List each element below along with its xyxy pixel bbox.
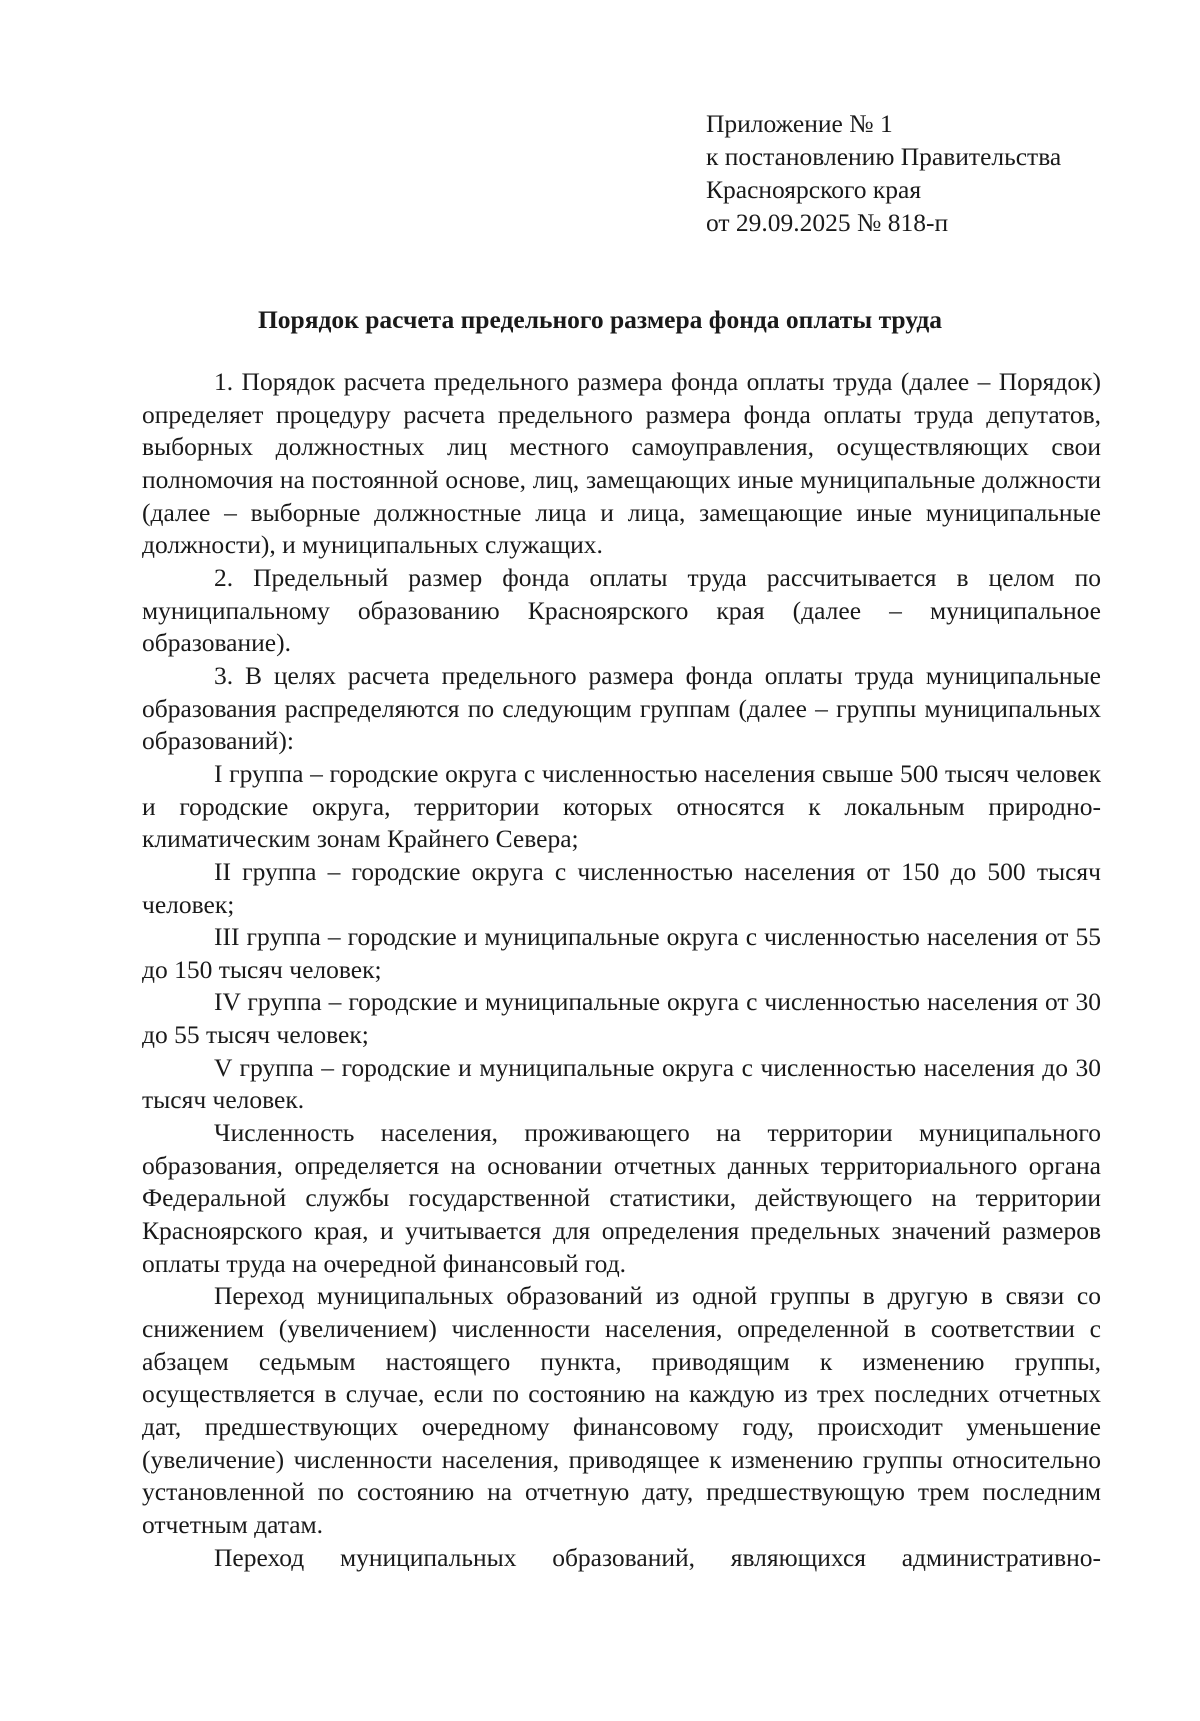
document-body	[142, 366, 1101, 1574]
paragraph: IV группа – городские и муниципальные округа с численностью населения от 30 до 55 тысяч человек;	[142, 987, 1101, 1050]
paragraph: Численность населения, проживающего на территории муниципального образования, определяется на основании отчетных данных территориального органа Федеральной службы государственной статистики, действующего на территории Красноярского края, и учитывается для определения предельных значений размеров оплаты труда на очередной финансовый год.	[142, 1118, 1101, 1278]
paragraph: 1. Порядок расчета предельного размера фонда оплаты труда (далее – Порядок) определяет процедуру расчета предельного размера фонда оплаты труда депутатов, выборных должностных лиц местного самоуправления, осуществляющих свои полномочия на постоянной основе, лиц, замещающих иные муниципальные должности (далее – выборные должностные лица и лица, замещающие иные муниципальные должности), и муниципальных служащих.	[142, 367, 1101, 560]
paragraph: V группа – городские и муниципальные округа с численностью населения до 30 тысяч человек.	[142, 1052, 1101, 1115]
appendix-date-number: от 29.09.2025 № 818-п	[706, 208, 949, 237]
paragraph: I группа – городские округа с численностью населения свыше 500 тысяч человек и городские округа, территории которых относятся к локальным природно-климатическим зонам Крайнего Севера;	[142, 758, 1101, 854]
paragraph: Переход муниципальных образований, являющихся административно-	[214, 1542, 1101, 1572]
appendix-reference: к постановлению Правительства	[706, 142, 1062, 171]
document-title: Порядок расчета предельного размера фонда оплаты труда	[257, 305, 943, 334]
paragraph: 2. Предельный размер фонда оплаты труда рассчитывается в целом по муниципальному образованию Красноярского края (далее – муниципальное образование).	[142, 562, 1101, 658]
appendix-header	[706, 107, 1176, 239]
appendix-number: Приложение № 1	[706, 109, 893, 138]
appendix-region: Красноярского края	[706, 175, 922, 204]
paragraph: III группа – городские и муниципальные округа с численностью населения от 55 до 150 тысяч человек;	[142, 922, 1101, 984]
paragraph: 3. В целях расчета предельного размера фонда оплаты труда муниципальные образования распределяются по следующим группам (далее – группы муниципальных образований):	[142, 660, 1101, 756]
paragraph: II группа – городские округа с численностью населения от 150 до 500 тысяч человек;	[142, 856, 1101, 919]
paragraph: Переход муниципальных образований из одной группы в другую в связи со снижением (увеличением) численности населения, определенной в соответствии с абзацем седьмым настоящего пункта, приводящим к изменению группы, осуществляется в случае, если по состоянию на каждую из трех последних отчетных дат, предшествующих очередному финансовому году, происходит уменьшение (увеличение) численности населения, приводящее к изменению группы относительно установленной по состоянию на отчетную дату, предшествующую трем последним отчетным датам.	[142, 1281, 1101, 1539]
